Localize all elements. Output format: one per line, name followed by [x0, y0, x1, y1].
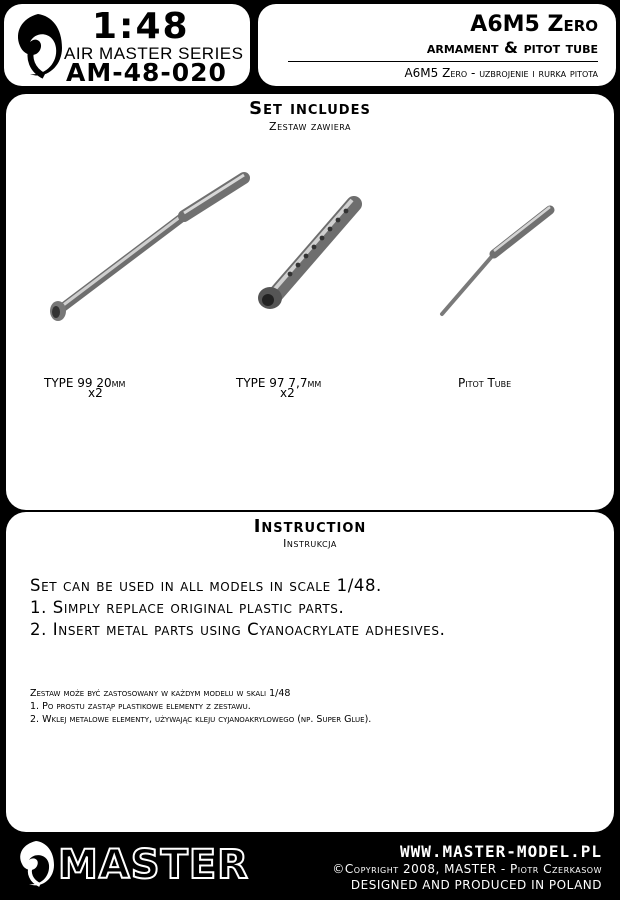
- instruction-title: Instruction: [253, 516, 367, 537]
- header-title-panel: [258, 4, 616, 86]
- master-swirl-logo-icon: [10, 10, 66, 82]
- set-includes-title: Set includes: [249, 98, 371, 119]
- footer-website-link[interactable]: WWW.MASTER-MODEL.PL: [399, 842, 602, 861]
- parts-illustration: [6, 94, 614, 510]
- instruction-en-line: Set can be used in all models in scale 1/48.: [30, 576, 382, 595]
- pitot-tube-image: [442, 207, 550, 314]
- title-divider: [288, 61, 598, 62]
- part-label-type99: TYPE 99 20mm: [44, 376, 126, 390]
- part-label-type97: TYPE 97 7,7mm: [236, 376, 322, 390]
- instruction-panel: [6, 512, 614, 832]
- footer-produced: DESIGNED AND PRODUCED IN POLAND: [350, 878, 602, 892]
- product-subtitle: armament & pitot tube: [426, 38, 598, 57]
- instruction-pl-line: 1. Po prostu zastąp plastikowe elementy z zestawu.: [30, 701, 251, 712]
- instruction-subtitle: Instrukcja: [283, 537, 337, 550]
- part-qty-type97: x2: [280, 386, 295, 400]
- product-title: A6M5 Zero: [470, 12, 598, 37]
- instruction-pl-line: 2. Wklej metalowe elementy, używając kleju cyjanoakrylowego (np. Super Glue).: [30, 714, 372, 725]
- part-qty-type99: x2: [88, 386, 103, 400]
- footer-brand: MASTER: [58, 842, 249, 888]
- footer-copyright: ©Copyright 2008, MASTER - Piotr Czerkasow: [332, 862, 602, 876]
- product-code: AM-48-020: [66, 58, 227, 87]
- series-label: AIR MASTER SERIES: [64, 44, 244, 63]
- header-logo-panel: [4, 4, 250, 86]
- instruction-en-line: 1. Simply replace original plastic parts.: [30, 598, 345, 617]
- type99-barrel-image: [50, 175, 244, 321]
- part-label-pitot: Pitot Tube: [458, 376, 512, 390]
- product-subtitle-pl: A6M5 Zero - uzbrojenie i rurka pitota: [404, 66, 598, 80]
- footer-swirl-logo-icon: [14, 838, 58, 890]
- set-includes-panel: [6, 94, 614, 510]
- instruction-en-line: 2. Insert metal parts using Cyanoacrylate adhesives.: [30, 620, 446, 639]
- set-includes-subtitle: Zestaw zawiera: [269, 120, 351, 133]
- type97-gun-image: [258, 200, 354, 309]
- instruction-pl-line: Zestaw może być zastosowany w każdym modelu w skali 1/48: [30, 688, 291, 699]
- scale-label: 1:48: [92, 6, 190, 47]
